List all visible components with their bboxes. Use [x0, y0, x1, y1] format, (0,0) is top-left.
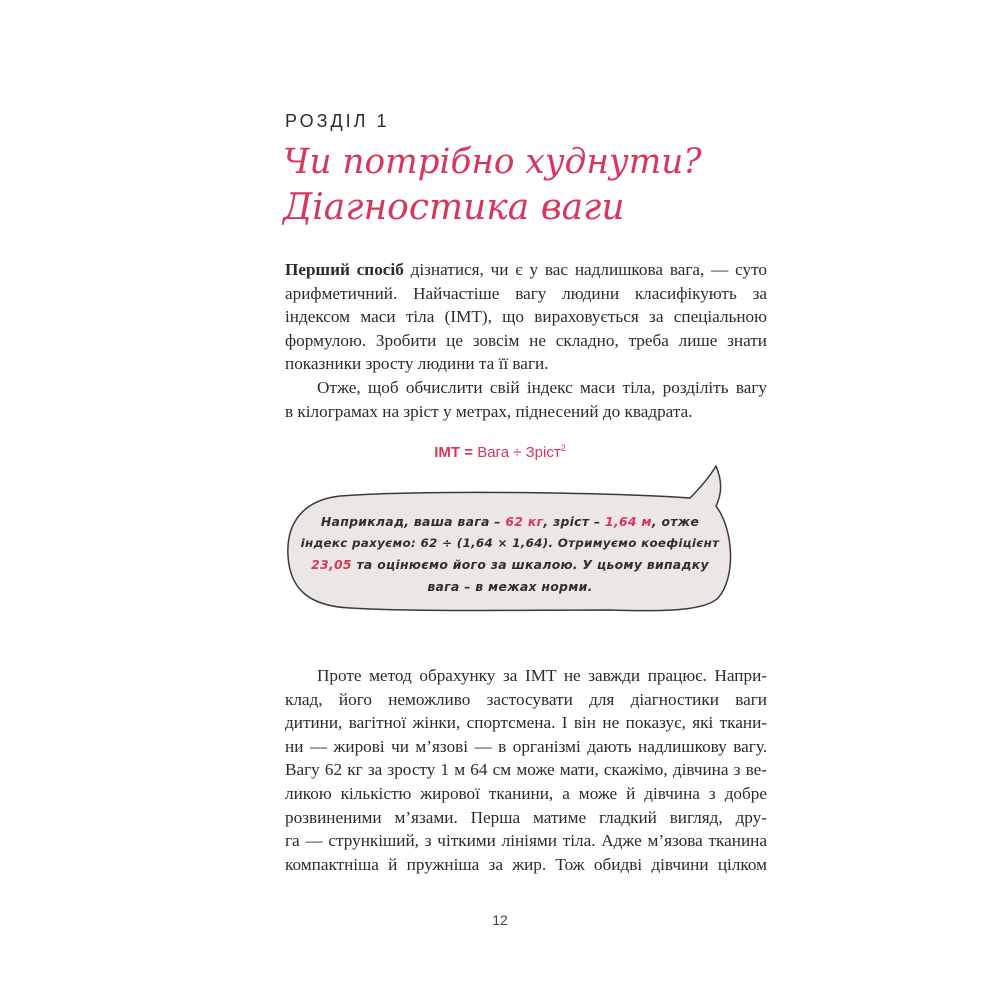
example-text-part: , зріст – — [543, 514, 606, 529]
example-text-part: , отже — [651, 514, 700, 529]
example-text — [300, 511, 720, 597]
paragraph-calculation — [285, 376, 767, 423]
example-height: 1,64 м — [605, 514, 652, 529]
paragraph-line: Проте метод обрахунку за IMT не завжди працює. Напри- — [317, 666, 767, 685]
chapter-label: РОЗДІЛ 1 — [285, 111, 390, 131]
paragraph-line: ни — жирові чи м’язові — в організмі дають надлишкову вагу. — [285, 736, 767, 756]
page-number: 12 — [492, 912, 508, 928]
formula-expression: Вага ÷ Зріст — [477, 444, 561, 461]
chapter-title-line: Діагностика ваги — [283, 187, 625, 228]
paragraph-line: індексом маси тіла (IMT), що вираховується за спеціальною — [285, 307, 767, 327]
bold-lead: Перший спосіб — [285, 260, 404, 279]
paragraph-line: показники зросту людини та її ваги. — [285, 354, 549, 374]
example-weight: 62 кг — [505, 514, 544, 529]
paragraph-line: дитини, вагітної жінки, спортсмена. І він не показує, які ткани- — [285, 713, 767, 733]
example-line — [300, 511, 720, 533]
example-result: 23,05 — [311, 557, 352, 572]
chapter-title — [283, 140, 703, 230]
paragraph-line — [285, 258, 767, 282]
formula-label: IMT = — [434, 444, 474, 461]
paragraph-line: формулою. Зробити це зовсім не складно, треба лише знати — [285, 330, 767, 350]
bmi-formula — [0, 443, 1000, 461]
chapter-title-line: Чи потрібно худнути? — [283, 142, 702, 182]
paragraph-text: дізнатися, чи є у вас надлишкова вага, — суто — [403, 260, 767, 279]
paragraph-line: арифметичний. Найчастіше вагу людини класифікують за — [285, 283, 767, 303]
example-line: вага – в межах норми. — [427, 578, 593, 594]
paragraph-line: в кілограмах на зріст у метрах, піднесений до квадрата. — [285, 401, 693, 421]
paragraph-line: Отже, щоб обчислити свій індекс маси тіла, розділіть вагу — [317, 378, 767, 397]
formula-exponent: 2 — [560, 443, 566, 453]
example-line: індекс рахуємо: 62 ÷ (1,64 × 1,64). Отримуємо коефіцієнт — [300, 535, 720, 550]
paragraph-first-method — [285, 258, 767, 376]
example-text-part: та оцінюємо його за шкалою. У цьому випадку — [351, 557, 709, 572]
paragraph-line: розвиненими м’язами. Перша матиме гладкий вигляд, дру- — [285, 807, 767, 827]
paragraph-limitations — [285, 664, 767, 876]
paragraph-line: Вагу 62 кг за зросту 1 м 64 см може мати, скажімо, дівчина з ве- — [285, 760, 767, 780]
example-line — [300, 554, 720, 576]
paragraph-line: компактніша й пружніша за жир. Тож обидві дівчини цілком — [285, 854, 767, 874]
paragraph-line: га — стрункіший, з чіткими лініями тіла. Адже м’язова тканина — [285, 831, 767, 851]
paragraph-line: клад, його неможливо застосувати для діагностики ваги — [285, 689, 767, 709]
paragraph-line: ликою кількістю жирової тканини, а може й дівчина з добре — [285, 783, 767, 803]
example-text-part: Наприклад, ваша вага – — [320, 514, 506, 529]
